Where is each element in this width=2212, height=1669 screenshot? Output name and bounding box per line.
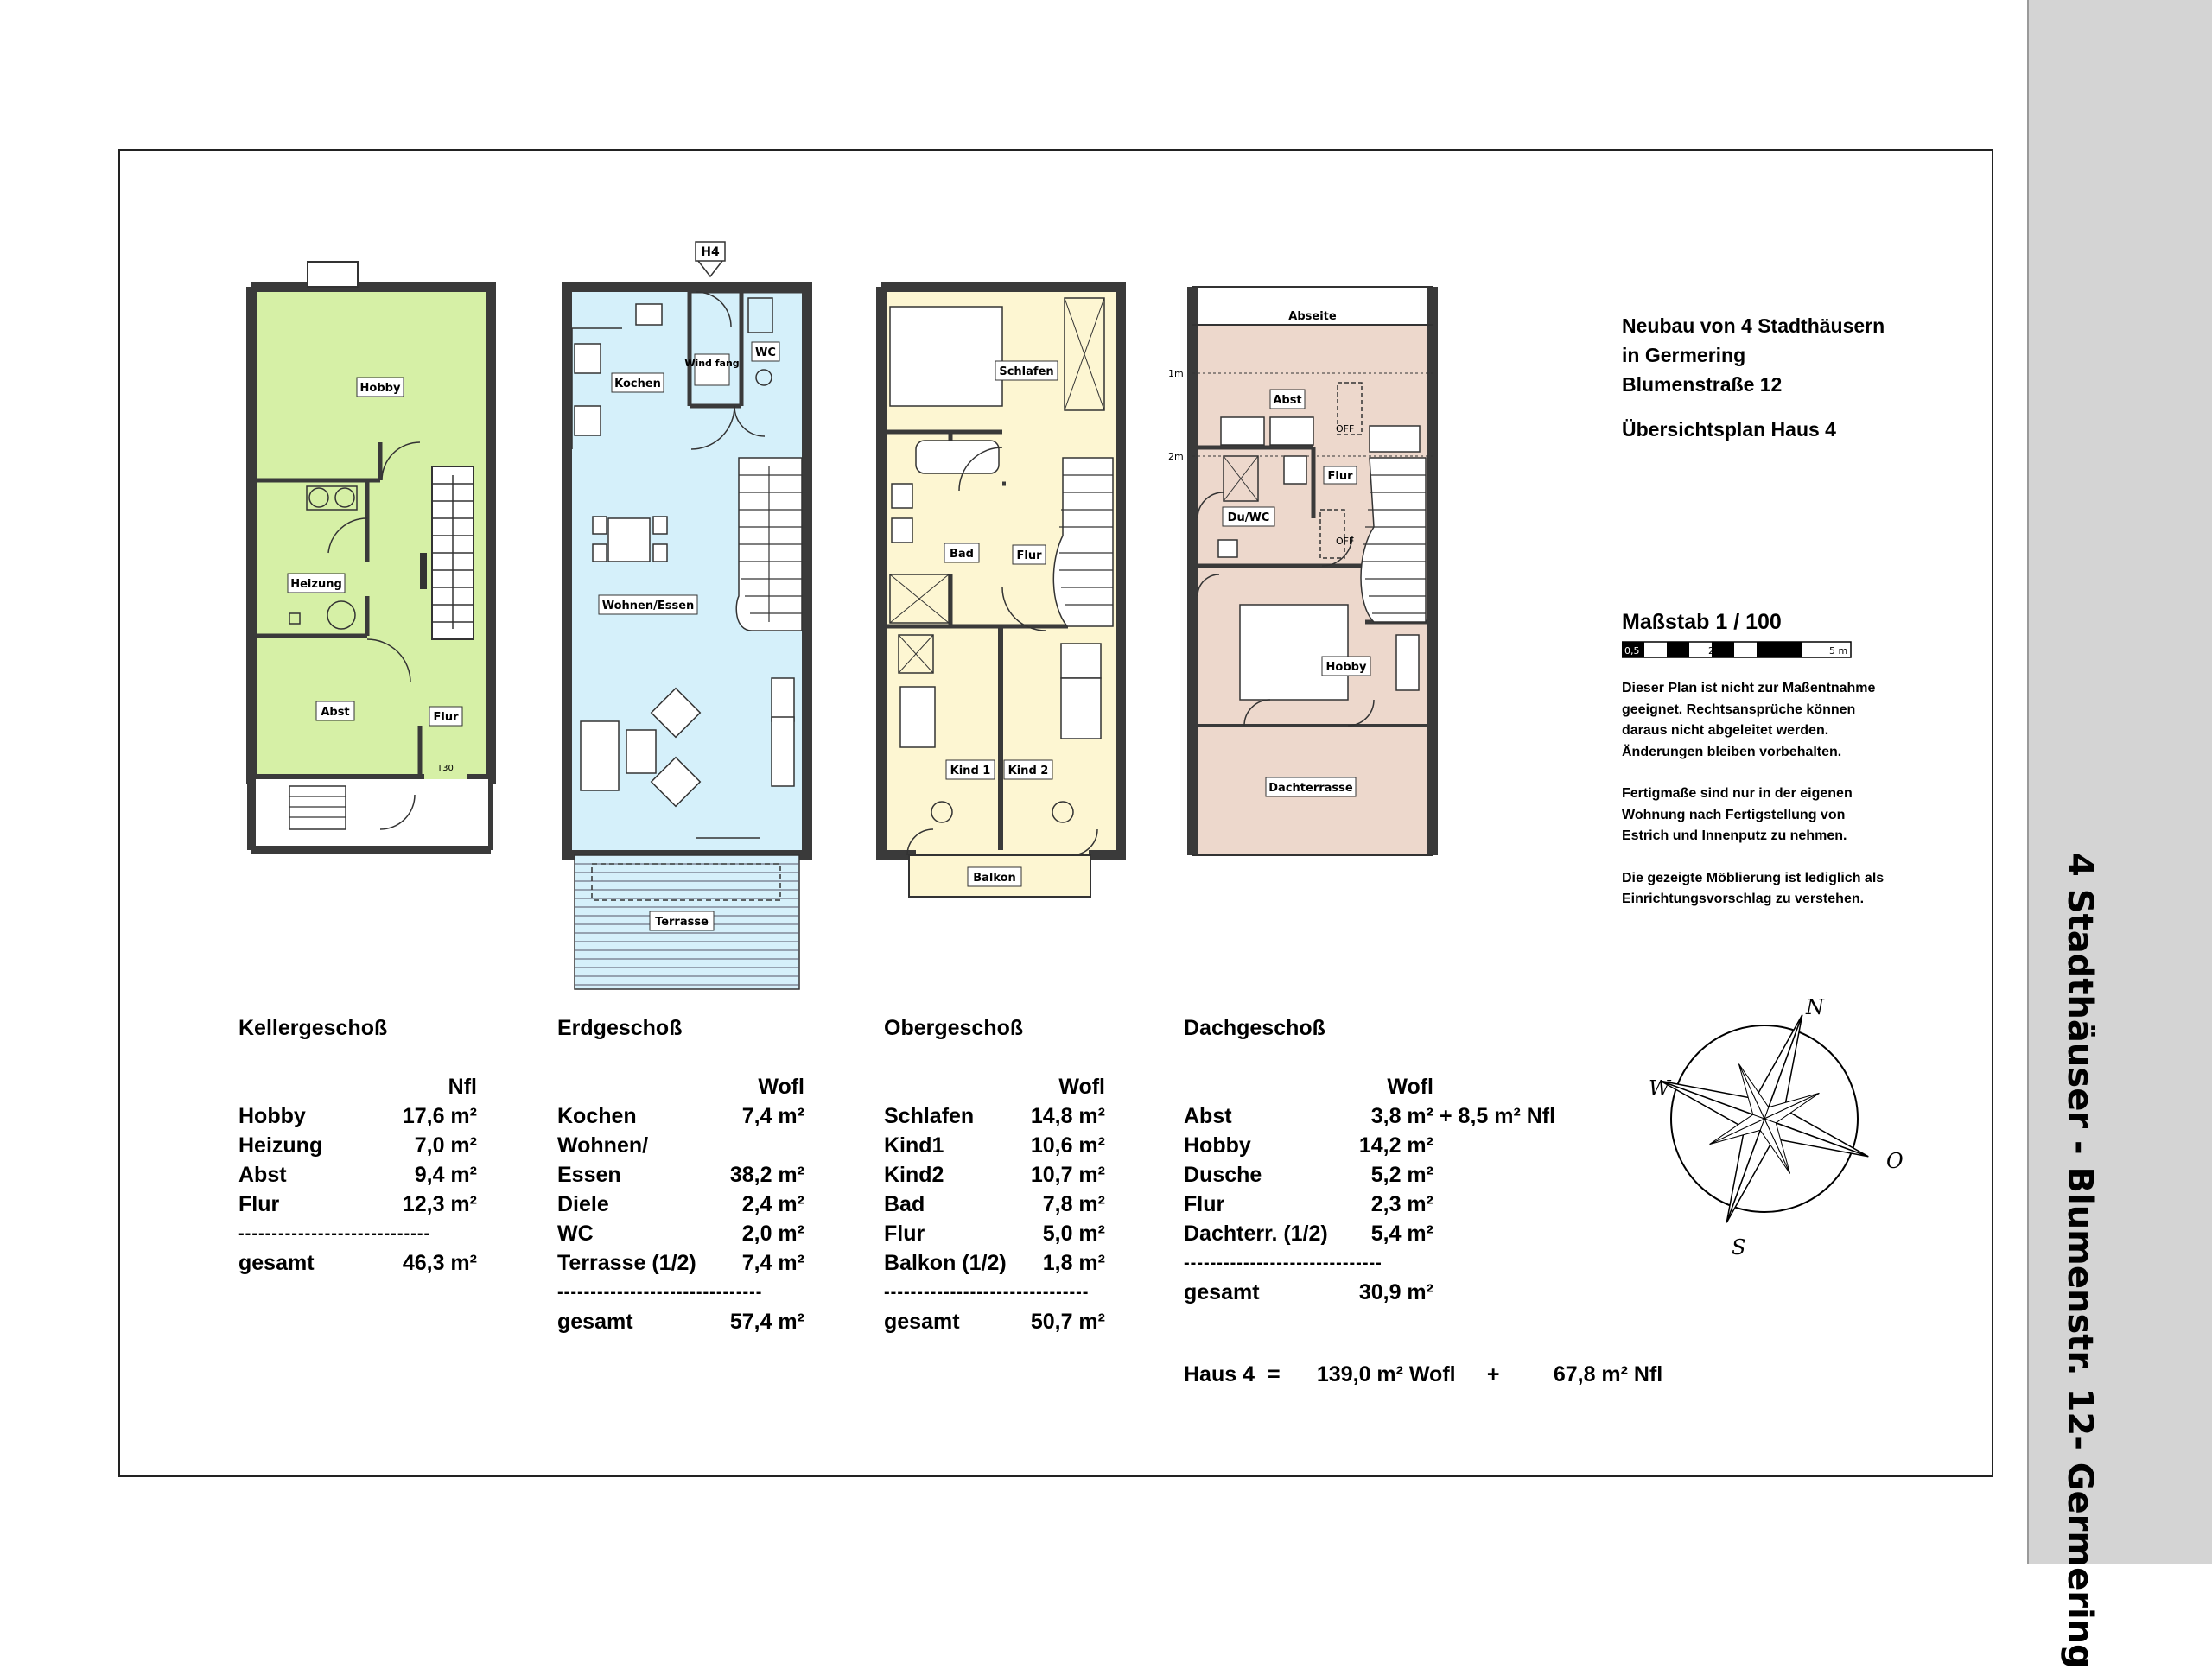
row-label: Heizung — [238, 1133, 323, 1158]
total-wofl: 139,0 m² Wofl — [1316, 1362, 1456, 1387]
divider: ----------------------------- — [238, 1224, 431, 1243]
dg-off-label-1: OFF — [1336, 423, 1355, 435]
note-disclaimer-line: Dieser Plan ist nicht zur Maßentnahme — [1622, 681, 1876, 695]
row-label: Kochen — [557, 1104, 637, 1128]
og-label-balkon: Balkon — [973, 872, 1016, 885]
total-value: 30,9 m² — [1358, 1280, 1433, 1304]
dg-level-1m: 1m — [1168, 368, 1184, 379]
kg-label-heizung: Heizung — [290, 578, 342, 591]
eg-label-kochen: Kochen — [614, 378, 661, 390]
row-label: Hobby — [1184, 1133, 1251, 1158]
row-label: Abst — [1184, 1104, 1232, 1128]
dg-label-du-wc: Du/WC — [1227, 511, 1270, 524]
total-value: 50,7 m² — [1030, 1310, 1105, 1334]
og-label-flur: Flur — [1016, 549, 1042, 562]
note-finish-line: Estrich und Innenputz zu nehmen. — [1622, 828, 1847, 843]
row-value: 10,6 m² — [1030, 1133, 1105, 1158]
dg-level-2m: 2m — [1168, 451, 1184, 462]
note-furniture-line: Die gezeigte Möblierung ist lediglich als — [1622, 870, 1885, 885]
kg-label-abst: Abst — [321, 706, 350, 719]
plan-obergeschoss — [881, 287, 1121, 897]
note-finish-line: Wohnung nach Fertigstellung von — [1622, 807, 1846, 822]
og-label-kind1: Kind 1 — [950, 765, 991, 777]
total-label: gesamt — [884, 1310, 960, 1334]
total-nfl: 67,8 m² Nfl — [1553, 1362, 1663, 1387]
row-label: Terrasse (1/2) — [557, 1251, 696, 1275]
row-value: 9,4 m² — [414, 1163, 477, 1187]
og-label-bad: Bad — [950, 548, 974, 561]
scale-tick-2: 2 — [1708, 645, 1714, 657]
row-value: 38,2 m² — [729, 1163, 804, 1187]
plan-dachgeschoss — [1168, 287, 1433, 855]
row-value: 1,8 m² — [1042, 1251, 1105, 1275]
row-extra: + 8,5 m² Nfl — [1440, 1104, 1556, 1128]
table-dachgeschoss — [1184, 1016, 1581, 1307]
plan-notes — [1622, 678, 1950, 931]
project-line1: Neubau von 4 Stadthäusern — [1622, 314, 1885, 337]
plan-kellergeschoss — [251, 262, 491, 850]
row-value: 14,8 m² — [1030, 1104, 1105, 1128]
table-obergeschoss — [884, 1016, 1109, 1336]
note-disclaimer-line: geeignet. Rechtsansprüche können — [1622, 701, 1856, 717]
og-label-kind2: Kind 2 — [1007, 765, 1049, 777]
dg-label-flur: Flur — [1327, 470, 1353, 483]
row-label: WC — [557, 1222, 594, 1246]
total-label: gesamt — [238, 1251, 315, 1275]
divider: ------------------------------ — [1184, 1253, 1382, 1272]
kg-label-hobby: Hobby — [359, 382, 401, 395]
eg-label-terrasse: Terrasse — [655, 916, 709, 929]
row-value: 17,6 m² — [402, 1104, 477, 1128]
floor-name: Dachgeschoß — [1184, 1016, 1325, 1040]
row-value: 5,4 m² — [1370, 1222, 1433, 1246]
note-disclaimer-line: Änderungen bleiben vorbehalten. — [1622, 744, 1842, 759]
compass-n-label: N — [1806, 995, 1824, 1019]
row-label: Kind2 — [884, 1163, 944, 1187]
unit-header: Wofl — [758, 1075, 804, 1099]
row-label: Wohnen/ — [557, 1133, 649, 1158]
compass-s-label: S — [1732, 1235, 1746, 1260]
compass-o-label: O — [1886, 1149, 1904, 1173]
row-value: 7,4 m² — [741, 1251, 804, 1275]
total-value: 46,3 m² — [402, 1251, 477, 1275]
project-line3: Blumenstraße 12 — [1622, 373, 1783, 396]
total-label: gesamt — [1184, 1280, 1260, 1304]
row-value: 12,3 m² — [402, 1192, 477, 1216]
row-value: 5,2 m² — [1370, 1163, 1433, 1187]
dg-off-label-2: OFF — [1336, 536, 1355, 547]
row-value: 7,8 m² — [1042, 1192, 1105, 1216]
unit-header: Nfl — [448, 1075, 477, 1099]
project-line2: in Germering — [1622, 344, 1746, 366]
table-erdgeschoss — [557, 1016, 808, 1336]
note-furniture — [1622, 868, 1950, 911]
floor-name: Erdgeschoß — [557, 1016, 683, 1040]
scale-tick-0: 0,5 — [1624, 645, 1640, 657]
total-house: Haus 4 — [1184, 1362, 1255, 1387]
floor-name: Kellergeschoß — [238, 1016, 388, 1040]
total-plus: + — [1486, 1362, 1500, 1387]
row-label: Schlafen — [884, 1104, 975, 1128]
row-label: Flur — [1184, 1192, 1225, 1216]
note-finish-line: Fertigmaße sind nur in der eigenen — [1622, 786, 1853, 801]
og-label-schlafen: Schlafen — [999, 365, 1054, 378]
row-label: Flur — [884, 1222, 925, 1246]
note-finish — [1622, 784, 1950, 847]
row-label: Kind1 — [884, 1133, 944, 1158]
row-label: Bad — [884, 1192, 925, 1216]
kg-label-flur: Flur — [433, 711, 459, 724]
note-disclaimer-line: daraus nicht abgeleitet werden. — [1622, 723, 1829, 738]
row-label: Diele — [557, 1192, 609, 1216]
row-label: Balkon (1/2) — [884, 1251, 1007, 1275]
row-value: 3,8 m² — [1370, 1104, 1433, 1128]
scale-label: Maßstab 1 / 100 — [1622, 610, 1782, 634]
row-value: 2,3 m² — [1370, 1192, 1433, 1216]
row-label: Hobby — [238, 1104, 306, 1128]
row-label: Flur — [238, 1192, 280, 1216]
row-value: 7,0 m² — [414, 1133, 477, 1158]
unit-header: Wofl — [1387, 1075, 1433, 1099]
dg-label-abseite: Abseite — [1288, 310, 1337, 323]
compass-rose — [1624, 985, 1910, 1261]
eg-label-windfang: Wind fang — [684, 358, 740, 369]
row-value: 14,2 m² — [1358, 1133, 1433, 1158]
note-furniture-line: Einrichtungsvorschlag zu verstehen. — [1622, 892, 1865, 906]
table-kellergeschoss — [238, 1016, 480, 1278]
row-label: Dusche — [1184, 1163, 1262, 1187]
scale-bar — [1622, 640, 1855, 659]
compass-w-label: W — [1649, 1076, 1670, 1101]
dg-label-abst: Abst — [1273, 394, 1302, 407]
unit-header: Wofl — [1058, 1075, 1105, 1099]
total-eq: = — [1267, 1362, 1281, 1387]
divider: ------------------------------- — [557, 1283, 763, 1302]
sidebar-title-text: 4 Stadthäuser - Blumenstr. 12- Germering — [2060, 853, 2100, 1669]
eg-label-wohnen-essen: Wohnen/Essen — [601, 600, 695, 612]
kg-door-label: T30 — [437, 764, 454, 773]
row-label: Essen — [557, 1163, 621, 1187]
row-value: 2,0 m² — [741, 1222, 804, 1246]
scale-tick-5: 5 m — [1829, 645, 1848, 657]
plan-title: Übersichtsplan Haus 4 — [1622, 418, 1836, 441]
row-value: 10,7 m² — [1030, 1163, 1105, 1187]
divider: ------------------------------- — [884, 1283, 1090, 1302]
dg-label-dachterrasse: Dachterrasse — [1268, 782, 1353, 795]
row-label: Dachterr. (1/2) — [1184, 1222, 1328, 1246]
note-disclaimer — [1622, 678, 1950, 763]
floor-name: Obergeschoß — [884, 1016, 1024, 1040]
total-label: gesamt — [557, 1310, 633, 1334]
plan-erdgeschoss — [567, 242, 807, 989]
eg-label-wc: WC — [755, 346, 776, 359]
row-label: Abst — [238, 1163, 287, 1187]
house-total — [1184, 1362, 1662, 1387]
project-info — [1622, 311, 1967, 444]
row-value: 7,4 m² — [741, 1104, 804, 1128]
dg-label-hobby: Hobby — [1325, 661, 1367, 674]
total-value: 57,4 m² — [729, 1310, 804, 1334]
row-value: 2,4 m² — [741, 1192, 804, 1216]
row-value: 5,0 m² — [1042, 1222, 1105, 1246]
eg-marker-h4: H4 — [701, 245, 720, 259]
